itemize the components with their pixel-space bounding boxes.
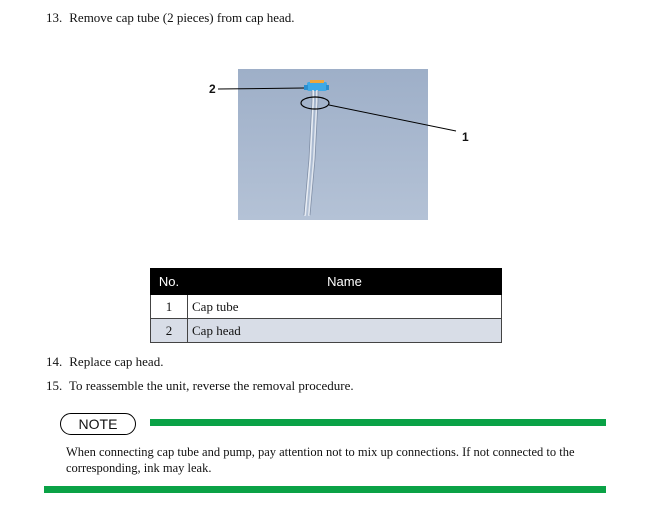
callout-ellipse <box>301 97 329 109</box>
step-15 <box>46 378 354 394</box>
bottom-divider <box>44 486 606 493</box>
callout-label-2: 2 <box>209 82 216 96</box>
step-number: 15. <box>46 378 63 393</box>
step-text: Replace cap head. <box>69 354 164 369</box>
column-header-name: Name <box>188 269 502 295</box>
step-14 <box>46 354 163 370</box>
step-number: 14. <box>46 354 63 369</box>
row-name: Cap head <box>188 319 502 343</box>
table-row <box>151 319 502 343</box>
callout-line-2 <box>218 88 304 89</box>
column-header-no: No. <box>151 269 188 295</box>
step-text: To reassemble the unit, reverse the removal procedure. <box>69 378 354 393</box>
table-row <box>151 295 502 319</box>
row-number: 2 <box>151 319 188 343</box>
note-badge: NOTE <box>60 413 136 435</box>
row-number: 1 <box>151 295 188 319</box>
callout-label-1: 1 <box>462 130 469 144</box>
table-header-row <box>151 269 502 295</box>
note-text: When connecting cap tube and pump, pay attention not to mix up connections. If not connected to the corresponding, ink may leak. <box>66 445 575 475</box>
note-divider <box>150 419 606 426</box>
step-number: 13. <box>46 10 63 25</box>
step-text: Remove cap tube (2 pieces) from cap head. <box>69 10 295 25</box>
row-name: Cap tube <box>188 295 502 319</box>
parts-table <box>150 268 502 343</box>
callout-line-1 <box>329 105 456 131</box>
